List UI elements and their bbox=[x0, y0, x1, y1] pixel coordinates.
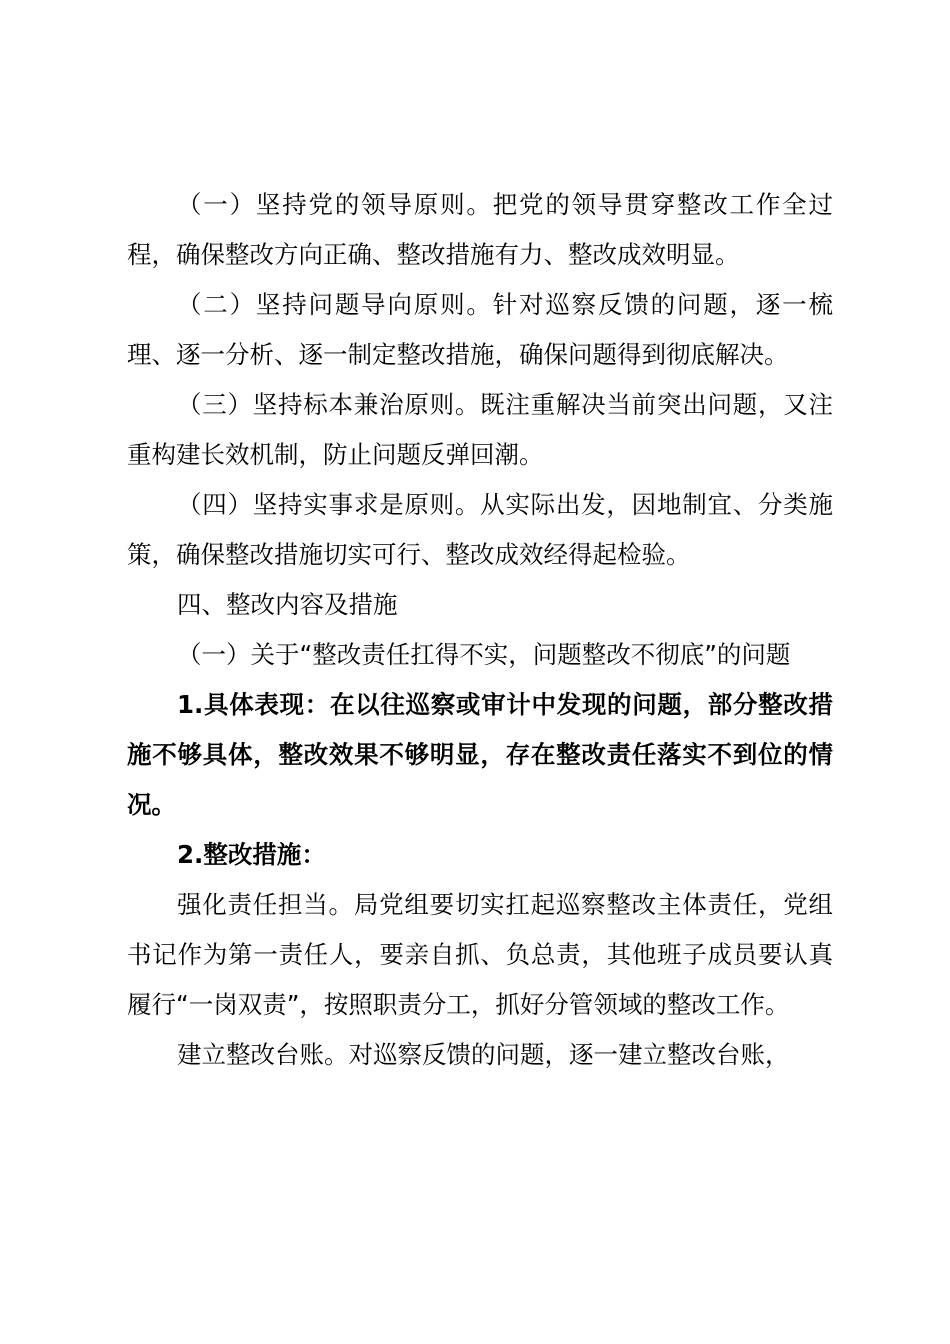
text-line: （二）坚持问题导向原则。针对巡察反馈的问题，逐一梳 bbox=[177, 290, 833, 319]
specific-manifestation-paragraph bbox=[127, 680, 833, 830]
text-line: 认真履行“一岗双责”，按照职责分工，抓好分管领域的整改 bbox=[127, 940, 834, 1019]
measure-paragraph-1 bbox=[127, 880, 833, 1030]
text-line: （三）坚持标本兼治原则。既注重解决当前突出问题，又 bbox=[177, 390, 809, 419]
principle-paragraph-2 bbox=[127, 280, 833, 380]
text-line: （一）关于“整改责任扛得不实，问题整改不彻底”的问 bbox=[177, 640, 766, 669]
principle-paragraph-1 bbox=[127, 180, 833, 280]
text-line: 1.具体表现：在以往巡察或审计中发现的问题，部分整改 bbox=[177, 690, 809, 719]
measure-paragraph-2 bbox=[127, 1030, 833, 1080]
text-line: 组书记作为第一责任人，要亲自抓、负总责，其他班子成员要 bbox=[127, 890, 833, 969]
text-line: 注重构建长效机制，防止问题反弹回潮。 bbox=[127, 390, 833, 469]
text-line: （四）坚持实事求是原则。从实际出发，因地制宜、分类 bbox=[177, 490, 809, 519]
principle-paragraph-3 bbox=[127, 380, 833, 480]
text-line: 四、整改内容及措施 bbox=[177, 590, 398, 619]
text-line: 的情况。 bbox=[127, 740, 834, 819]
principle-paragraph-4 bbox=[127, 480, 833, 580]
text-line: 2.整改措施： bbox=[177, 840, 326, 869]
text-line: 施策，确保整改措施切实可行、整改成效经得起检验。 bbox=[127, 490, 833, 569]
text-line: 建立整改台账。对巡察反馈的问题，逐一建立整改台账， bbox=[177, 1040, 790, 1069]
measures-heading bbox=[127, 830, 833, 880]
text-line: （一）坚持党的领导原则。把党的领导贯穿整改工作全过 bbox=[177, 190, 833, 219]
section-heading bbox=[127, 580, 833, 630]
subsection-heading bbox=[127, 630, 833, 680]
document-body bbox=[127, 180, 833, 1080]
text-line: 工作。 bbox=[715, 990, 790, 1019]
text-line: 题 bbox=[765, 640, 791, 669]
text-line: 理、逐一分析、逐一制定整改措施，确保问题得到彻底解决。 bbox=[127, 340, 789, 369]
text-line: 强化责任担当。局党组要切实扛起巡察整改主体责任，党 bbox=[177, 890, 809, 919]
text-line: 程，确保整改方向正确、整改措施有力、整改成效明显。 bbox=[127, 240, 740, 269]
text-line: 措施不够具体，整改效果不够明显，存在整改责任落实不到位 bbox=[127, 690, 833, 769]
